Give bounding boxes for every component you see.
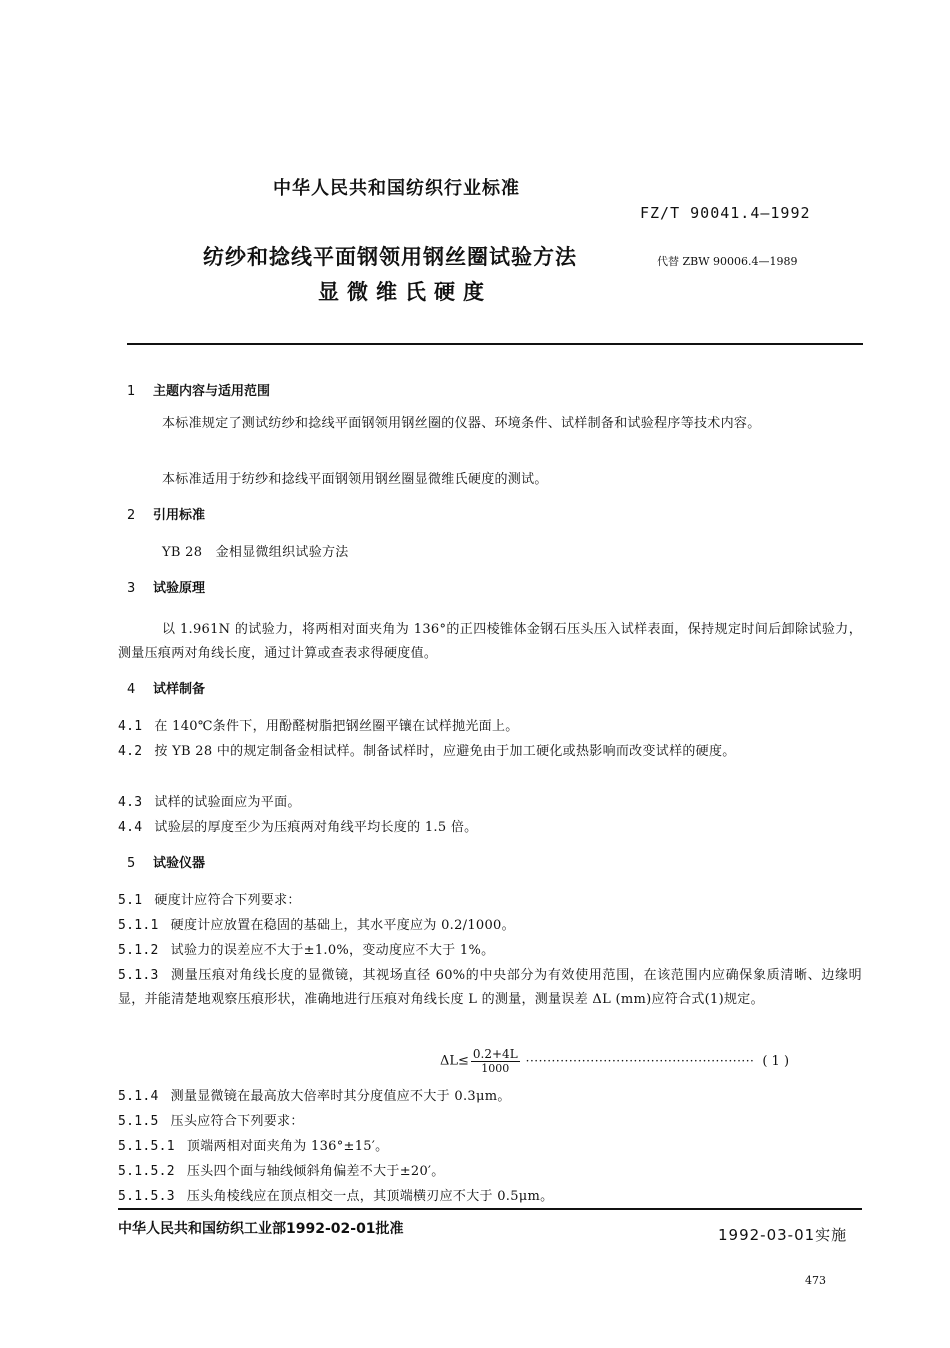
clause-text: 测量显微镜在最高放大倍率时其分度值应不大于 0.3μm。 — [170, 1089, 511, 1104]
clause-text: 测量压痕对角线长度的显微镜，其视场直径 60%的中央部分为有效使用范围，在该范围内应确保象质清晰、边缘明显，并能清楚地观察压痕形状，准确地进行压痕对角线长度 L 的测量，测量误差 ΔL (mm)应符合式(1)规定。 — [118, 968, 862, 1007]
clause-5-1-3 — [118, 964, 862, 1012]
clause-text: 压头应符合下列要求： — [170, 1114, 304, 1129]
section-title: 试验仪器 — [153, 856, 206, 871]
document-title: 纺纱和捻线平面钢领用钢丝圈试验方法 — [203, 245, 577, 269]
approval-statement: 中华人民共和国纺织工业部1992-02-01批准 — [118, 1221, 404, 1237]
section-title: 主题内容与适用范围 — [153, 384, 271, 399]
clause-4-3 — [118, 791, 301, 810]
clause-5-1-5-1 — [118, 1135, 388, 1154]
section-number: 2 — [127, 508, 136, 523]
replaces-standard: 代替 ZBW 90006.4—1989 — [657, 255, 798, 268]
clause-text: 硬度计应放置在稳固的基础上，其水平度应为 0.2/1000。 — [170, 918, 515, 933]
clause-number: 5.1.5.1 — [118, 1139, 175, 1154]
clause-text: 压头四个面与轴线倾斜角偏差不大于±20′。 — [186, 1164, 445, 1179]
section-3-paragraph: 以 1.961N 的试验力，将两相对面夹角为 136°的正四棱锥体金钢石压头压入试样表面，保持规定时间后卸除试验力，测量压痕两对角线长度，通过计算或查表求得硬度值。 — [118, 622, 862, 661]
clause-number: 5.1 — [118, 893, 143, 908]
clause-5-1-5-3 — [118, 1185, 553, 1204]
clause-5-1-1 — [118, 914, 515, 933]
clause-text: 试验层的厚度至少为压痕两对角线平均长度的 1.5 倍。 — [154, 820, 478, 835]
clause-number: 5.1.4 — [118, 1089, 159, 1104]
header-divider — [127, 343, 863, 345]
footer-divider — [118, 1208, 862, 1210]
section-title: 试样制备 — [153, 682, 206, 697]
clause-4-4 — [118, 816, 477, 835]
clause-number: 4.1 — [118, 719, 143, 734]
clause-number: 5.1.5 — [118, 1114, 159, 1129]
issuing-organization: 中华人民共和国纺织行业标准 — [273, 178, 520, 199]
clause-4-2 — [118, 740, 862, 764]
section-2-heading — [127, 504, 205, 523]
section-5-heading — [127, 852, 205, 871]
clause-number: 5.1.3 — [118, 968, 159, 983]
clause-number: 5.1.5.2 — [118, 1164, 175, 1179]
section-1-paragraph-2: 本标准适用于纺纱和捻线平面钢领用钢丝圈显微维氏硬度的测试。 — [162, 472, 548, 487]
document-subtitle: 显微维氏硬度 — [318, 280, 492, 304]
clause-5-1 — [118, 889, 301, 908]
clause-number: 5.1.1 — [118, 918, 159, 933]
section-number: 4 — [127, 682, 136, 697]
clause-5-1-5 — [118, 1110, 304, 1129]
clause-number: 4.3 — [118, 795, 143, 810]
clause-5-1-5-2 — [118, 1160, 445, 1179]
clause-4-1 — [118, 715, 519, 734]
section-1-heading — [127, 380, 270, 399]
formula-lhs: ΔL≤ — [440, 1053, 469, 1069]
section-number: 5 — [127, 856, 136, 871]
clause-text: 顶端两相对面夹角为 136°±15′。 — [186, 1139, 389, 1154]
section-number: 3 — [127, 581, 136, 596]
effective-date: 1992-03-01实施 — [718, 1226, 848, 1244]
clause-5-1-2 — [118, 939, 494, 958]
clause-text: 硬度计应符合下列要求： — [154, 893, 301, 908]
standard-code: FZ/T 90041.4—1992 — [640, 204, 811, 222]
formula-denominator: 1000 — [481, 1062, 510, 1075]
clause-text: 试验力的误差应不大于±1.0%，变动度应不大于 1%。 — [170, 943, 495, 958]
page-number: 473 — [805, 1274, 826, 1287]
formula-leader-dots: ····················································· — [525, 1054, 755, 1068]
reference-standard: YB 28 金相显微组织试验方法 — [162, 545, 349, 560]
clause-text: 压头角棱线应在顶点相交一点，其顶端横刃应不大于 0.5μm。 — [186, 1189, 554, 1204]
formula-1 — [440, 1047, 789, 1075]
section-title: 引用标准 — [153, 508, 206, 523]
clause-text: 试样的试验面应为平面。 — [154, 795, 301, 810]
clause-text: 按 YB 28 中的规定制备金相试样。制备试样时，应避免由于加工硬化或热影响而改变试样的硬度。 — [154, 744, 736, 759]
clause-number: 5.1.5.3 — [118, 1189, 175, 1204]
formula-label: ( 1 ) — [762, 1053, 790, 1069]
section-1-paragraph-1: 本标准规定了测试纺纱和捻线平面钢领用钢丝圈的仪器、环境条件、试样制备和试验程序等技术内容。 — [162, 416, 761, 431]
clause-number: 4.2 — [118, 744, 143, 759]
clause-5-1-4 — [118, 1085, 511, 1104]
section-3-heading — [127, 577, 205, 596]
clause-text: 在 140℃条件下，用酚醛树脂把钢丝圈平镶在试样抛光面上。 — [154, 719, 519, 734]
section-title: 试验原理 — [153, 581, 206, 596]
section-4-heading — [127, 678, 205, 697]
section-number: 1 — [127, 384, 136, 399]
clause-number: 5.1.2 — [118, 943, 159, 958]
formula-numerator: 0.2+4L — [472, 1047, 518, 1061]
formula-fraction — [471, 1047, 520, 1075]
clause-number: 4.4 — [118, 820, 143, 835]
